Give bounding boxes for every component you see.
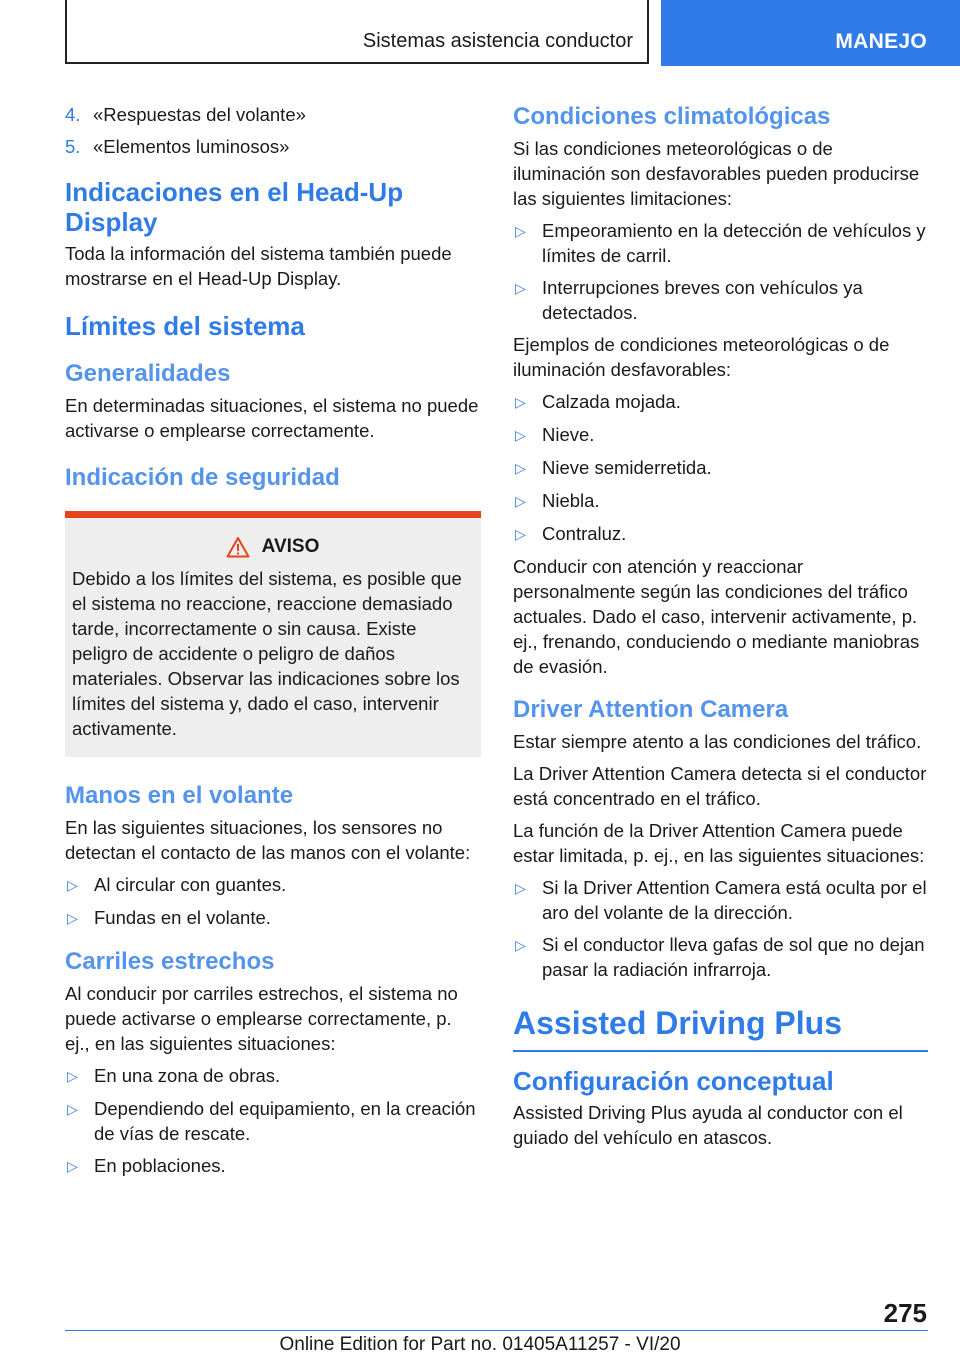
header-section-box [65,0,649,64]
warning-title: AVISO [261,536,320,557]
header-chapter-tab[interactable] [661,0,960,66]
heading-camera: Driver Attention Camera [513,696,789,723]
heading-system-limits: Límites del sistema [65,311,305,341]
list-item [65,1096,481,1146]
list-item-text: Interrupciones breves con vehículos ya detectados. [542,277,863,323]
warning-triangle-icon [226,536,250,558]
triangle-bullet-icon: ▷ [515,526,526,542]
list-item-text: En poblaciones. [94,1155,226,1176]
heading-hands: Manos en el volante [65,782,294,809]
paragraph-camera-2: La Driver Attention Camera detecta si el conductor está concentrado en el tráfico. [513,763,927,809]
list-item-text: Si el conductor lleva gafas de sol que no dejan pasar la radiación infrarroja. [542,934,925,980]
footer-divider [65,1330,928,1331]
header-chapter-label: MANEJO [835,30,927,53]
triangle-bullet-icon: ▷ [515,280,526,296]
list-item-text: Al circular con guantes. [94,874,287,895]
heading-weather: Condiciones climatológicas [513,103,831,130]
triangle-bullet-icon: ▷ [67,1101,78,1117]
list-item [65,1063,481,1089]
heading-safety: Indicación de seguridad [65,464,340,491]
list-item [65,1153,481,1179]
list-item-text: En una zona de obras. [94,1065,281,1086]
list-item [513,932,928,982]
triangle-bullet-icon: ▷ [515,493,526,509]
paragraph-narrow-lanes: Al conducir por carriles estrechos, el sistema no puede activarse o emplearse correctamente, p. ej., en las siguientes situaciones: [65,983,458,1054]
paragraph-camera-1: Estar siempre atento a las condiciones del tráfico. [513,731,922,752]
list-item-text: Nieve. [542,424,595,445]
triangle-bullet-icon: ▷ [67,1158,78,1174]
paragraph-weather: Si las condiciones meteorológicas o de iluminación son desfavorables pueden producirse las siguientes limitaciones: [513,138,920,209]
list-item-text: Dependiendo del equipamiento, en la creación de vías de rescate. [94,1098,476,1144]
warning-box [65,511,481,757]
triangle-bullet-icon: ▷ [515,394,526,410]
right-column [513,102,928,1157]
triangle-bullet-icon: ▷ [515,937,526,953]
paragraph-hud: Toda la información del sistema también puede mostrarse en el Head-Up Display. [65,243,452,289]
paragraph-general: En determinadas situaciones, el sistema no puede activarse o emplearse correctamente. [65,395,479,441]
triangle-bullet-icon: ▷ [67,910,78,926]
list-item [513,521,928,547]
list-item [513,275,928,325]
heading-general: Generalidades [65,360,231,387]
list-item-text: Niebla. [542,490,600,511]
numbered-item [65,102,481,127]
list-item-text: Contraluz. [542,523,627,544]
list-item-text: Empeoramiento en la detección de vehículos y límites de carril. [542,220,926,266]
item-number: 5. [65,136,81,157]
item-number: 4. [65,104,81,125]
header-section-title: Sistemas asistencia conductor [362,30,633,52]
list-item [513,455,928,481]
heading-narrow-lanes: Carriles estrechos [65,948,275,975]
list-item [513,389,928,415]
triangle-bullet-icon: ▷ [515,880,526,896]
paragraph-examples: Ejemplos de condiciones meteorológicas o de iluminación desfavorables: [513,334,890,380]
list-item [513,875,928,925]
list-item-text: Si la Driver Attention Camera está oculta por el aro del volante de la dirección. [542,877,927,923]
list-item [513,218,928,268]
list-item-text: Calzada mojada. [542,391,681,412]
paragraph-hands: En las siguientes situaciones, los sensores no detectan el contacto de las manos con el volante: [65,817,471,863]
left-column [65,102,481,1186]
item-text: «Respuestas del volante» [93,104,306,125]
item-text: «Elementos luminosos» [93,136,290,157]
page-number: 275 [883,1298,927,1328]
list-item [65,905,481,931]
list-item [513,488,928,514]
heading-assisted-driving-plus: Assisted Driving Plus [513,1004,928,1052]
triangle-bullet-icon: ▷ [515,427,526,443]
paragraph-drive-attention: Conducir con atención y reaccionar personalmente según las condiciones del tráfico actuales. Dado el caso, intervenir activamente, p. ej., frenando, conduciendo o mediante maniobras de evasión. [513,556,920,677]
footer-edition: Online Edition for Part no. 01405A11257 - VI/20 [279,1334,681,1355]
heading-concept: Configuración conceptual [513,1066,834,1096]
list-item [65,872,481,898]
triangle-bullet-icon: ▷ [67,877,78,893]
numbered-item [65,134,481,159]
warning-text: Debido a los límites del sistema, es posible que el sistema no reaccione, reaccione demasiado tarde, incorrectamente o sin causa. Existe peligro de accidente o peligro de daños materiales. Observar las indicaciones sobre los límites del sistema y, dado el caso, intervenir activamente. [72,568,462,739]
paragraph-concept: Assisted Driving Plus ayuda al conductor con el guiado del vehículo en atascos. [513,1102,903,1148]
list-item-text: Fundas en el volante. [94,907,271,928]
list-item [513,422,928,448]
paragraph-camera-3: La función de la Driver Attention Camera puede estar limitada, p. ej., en las siguientes situaciones: [513,820,925,866]
heading-hud: Indicaciones en el Head-Up Display [65,177,404,237]
triangle-bullet-icon: ▷ [515,460,526,476]
list-item-text: Nieve semiderretida. [542,457,712,478]
triangle-bullet-icon: ▷ [515,223,526,239]
warning-header [72,536,473,558]
triangle-bullet-icon: ▷ [67,1068,78,1084]
